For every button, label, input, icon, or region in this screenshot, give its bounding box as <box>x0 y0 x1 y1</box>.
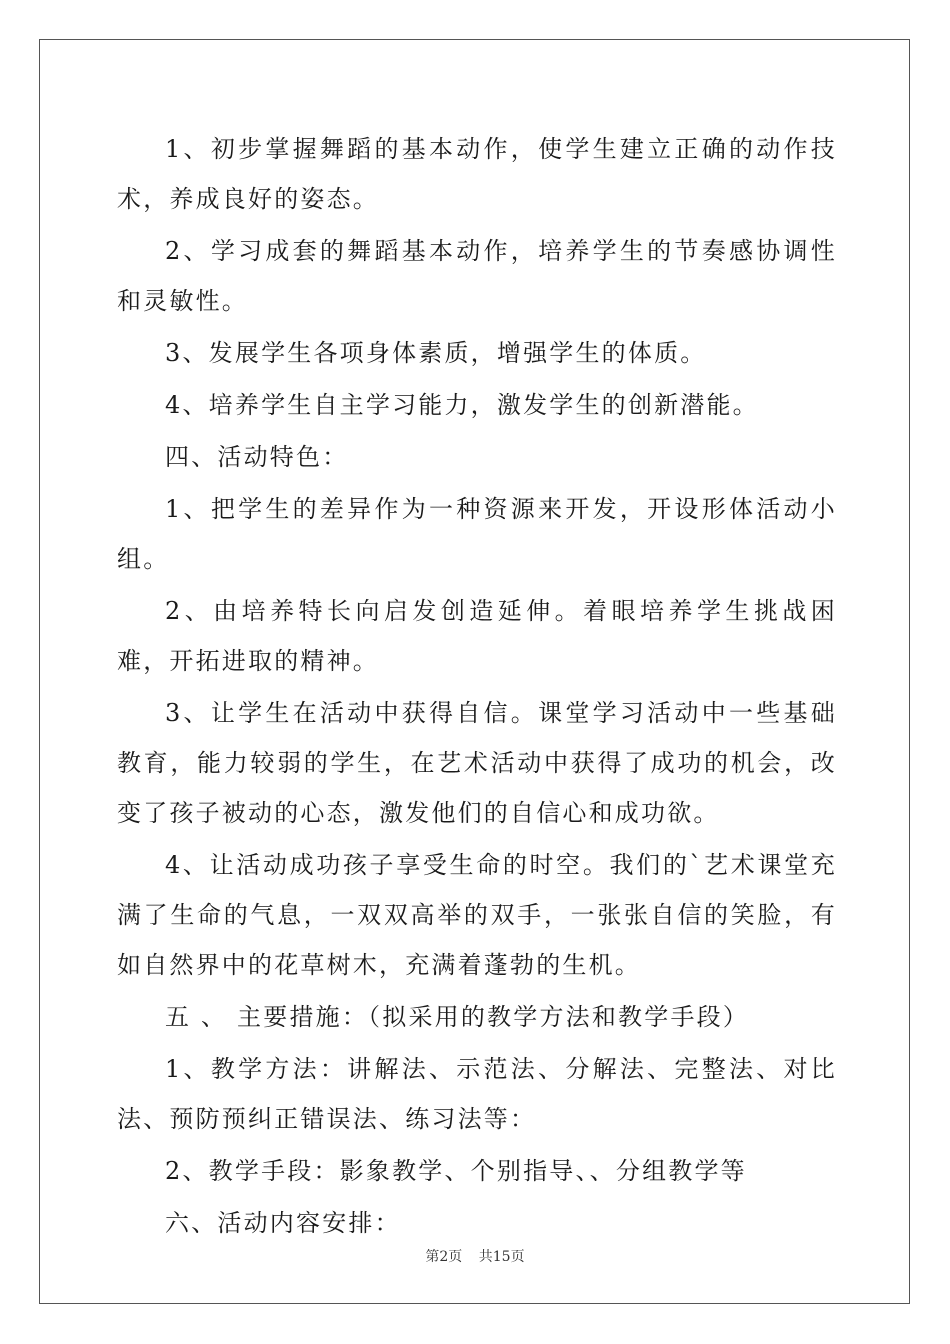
document-body <box>117 124 837 1250</box>
paragraph: 1、教学方法：讲解法、示范法、分解法、完整法、对比法、预防预纠正错误法、练习法等： <box>117 1055 837 1133</box>
page-number: 第2页 <box>425 1249 463 1265</box>
paragraph: 3、发展学生各项身体素质，增强学生的体质。 <box>165 339 707 367</box>
paragraph: 4、培养学生自主学习能力，激发学生的创新潜能。 <box>165 391 759 419</box>
paragraph: 2、学习成套的舞蹈基本动作，培养学生的节奏感协调性和灵敏性。 <box>117 237 837 315</box>
paragraph: 3、让学生在活动中获得自信。课堂学习活动中一些基础教育，能力较弱的学生，在艺术活动中获得了成功的机会，改变了孩子被动的心态，激发他们的自信心和成功欲。 <box>117 699 837 827</box>
paragraph: 2、教学手段：影象教学、个别指导、、分组教学等 <box>165 1157 747 1185</box>
page-footer <box>0 1246 950 1266</box>
paragraph: 1、把学生的差异作为一种资源来开发，开设形体活动小组。 <box>117 495 837 573</box>
section-heading: 六、活动内容安排： <box>165 1209 401 1237</box>
paragraph: 2、由培养特长向启发创造延伸。着眼培养学生挑战困难，开拓进取的精神。 <box>117 597 837 675</box>
section-heading: 五 、 主要措施：（拟采用的教学方法和教学手段） <box>165 1003 750 1031</box>
page-total: 共15页 <box>478 1249 525 1265</box>
section-heading: 四、活动特色： <box>165 443 349 471</box>
paragraph: 4、让活动成功孩子享受生命的时空。我们的`艺术课堂充满了生命的气息，一双双高举的双手，一张张自信的笑脸，有如自然界中的花草树木，充满着蓬勃的生机。 <box>117 851 837 979</box>
paragraph: 1、初步掌握舞蹈的基本动作，使学生建立正确的动作技术，养成良好的姿态。 <box>117 135 837 213</box>
